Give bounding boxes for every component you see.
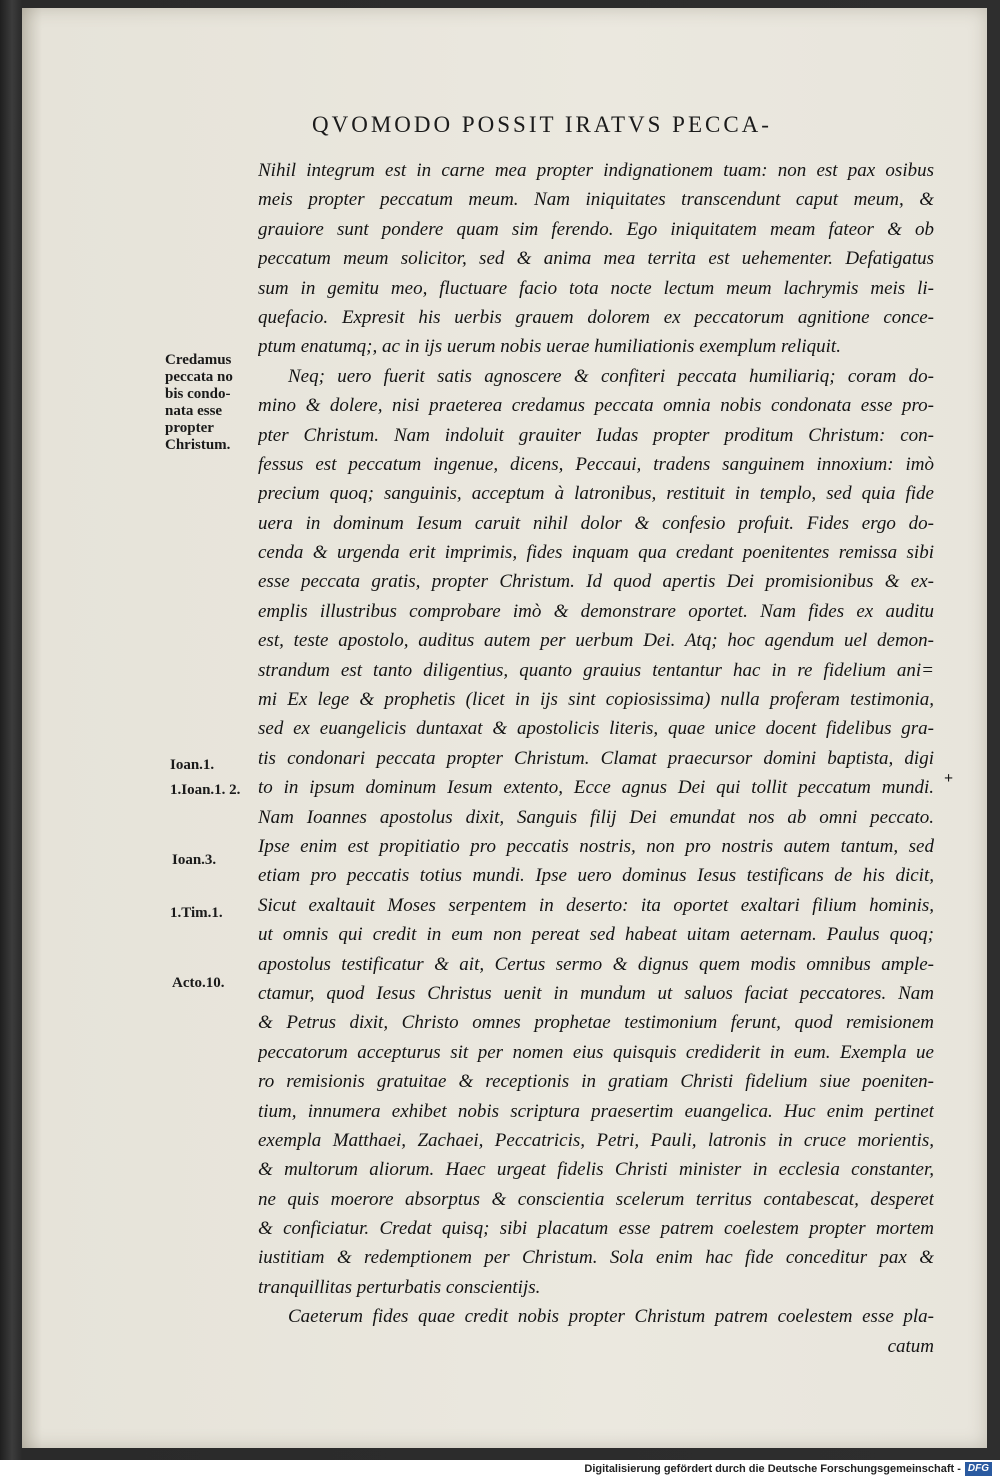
- text-line: to in ipsum dominum Iesum extento, Ecce agnus Dei qui tollit peccatum mundi.: [258, 777, 934, 799]
- text-line: pter Christum. Nam indoluit grauiter Iudas propter proditum Christum: con-: [258, 424, 934, 446]
- text-line: esse peccata gratis, propter Christum. Id quod apertis Dei promisionibus & ex-: [258, 571, 934, 593]
- margin-note-line: nata esse: [165, 403, 223, 419]
- text-line: Nihil integrum est in carne mea propter indignationem tuam: non est pax osibus: [258, 160, 934, 181]
- body-text: [258, 156, 934, 1361]
- dfg-logo-icon: DFG: [965, 1462, 992, 1476]
- side-mark: +: [944, 770, 954, 787]
- text-line: quefacio. Expresit his uerbis grauem dolorem ex peccatorum agnitione conce-: [258, 306, 934, 328]
- text-line: sed ex euangelicis duntaxat & apostolicis literis, quae unice docent fidelibus gra-: [258, 718, 934, 740]
- text-line: uera in dominum Iesum caruit nihil dolor & confesio profuit. Fides ergo do-: [258, 512, 934, 534]
- text-line: ptum enatumq;, ac in ijs uerum nobis uerae humiliationis exemplum reliquit.: [258, 336, 841, 358]
- text-line: ctamur, quod Iesus Christus uenit in mundum ut saluos faciat peccatores. Nam: [258, 982, 934, 1004]
- margin-note-line: bis condo-: [165, 386, 231, 402]
- text-line: mi Ex lege & prophetis (licet in ijs sint copiosissima) nulla proferam testimonia,: [258, 689, 934, 711]
- margin-note-ioan-1: Ioan.1.: [170, 757, 215, 773]
- text-line: & conficiatur. Credat quisq; sibi placatum esse patrem coelestem propter mortem: [258, 1218, 934, 1240]
- text-line: peccatum meum solicitor, sed & anima mea territa est uehementer. Defatigatus: [258, 248, 934, 270]
- text-line: emplis illustribus comprobare imò & demonstrare oportet. Nam fides ex auditu: [258, 600, 934, 622]
- text-line: Neq; uero fuerit satis agnoscere & confiteri peccata humiliariq; coram do-: [288, 365, 934, 387]
- running-head: QVOMODO POSSIT IRATVS PECCA-: [312, 112, 772, 137]
- text-line: Ipse enim est propitiatio pro peccatis nostris, non pro nostris autem tantum, sed: [258, 835, 934, 857]
- text-line: tis condonari peccata propter Christum. Clamat praecursor domini baptista, digi: [258, 747, 934, 769]
- text-line: etiam pro peccatis totius mundi. Ipse uero dominus Iesus testificans de his dicit,: [258, 865, 934, 887]
- catchword: catum: [887, 1335, 934, 1357]
- text-line: exempla Matthaei, Zachaei, Peccatricis, Petri, Pauli, latronis in cruce morientis,: [258, 1129, 934, 1151]
- footer: [584, 1462, 992, 1476]
- margin-note-acto-10: Acto.10.: [172, 975, 225, 991]
- text-line: cenda & urgenda erit imprimis, fides inquam qua credant poenitentes remissa sibi: [258, 542, 934, 564]
- text-line: mino & dolere, nisi praeterea credamus peccata omnia nobis condonata esse pro-: [258, 395, 934, 417]
- text-line: est, teste apostolo, auditus autem per uerbum Dei. Atq; hoc agendum uel demon-: [258, 630, 934, 652]
- text-line: fessus est peccatum ingenue, dicens, Peccaui, tradens sanguinem innoxium: imò: [258, 453, 934, 475]
- text-line: ut omnis qui credit in eum non pereat sed habeat uitam aeternam. Paulus quoq;: [258, 924, 934, 946]
- text-line: & Petrus dixit, Christo omnes prophetae testimonium ferunt, quod remisionem: [258, 1012, 934, 1034]
- margin-note-ioan-3: Ioan.3.: [172, 852, 217, 868]
- text-line: meis propter peccatum meum. Nam iniquitates transcendunt caput meum, &: [258, 189, 934, 211]
- margin-note-line: Credamus: [165, 352, 232, 368]
- margin-note-line: propter: [165, 420, 214, 436]
- text-line: ro remisionis gratuitae & receptionis in gratiam Christi fidelium siue poeniten-: [258, 1071, 934, 1093]
- text-line: precium quoq; sanguinis, acceptum à latronibus, restituit in templo, sed quia fide: [258, 483, 934, 505]
- text-line: strandum est tanto diligentius, quanto grauius tentantur hac in re fidelium ani=: [258, 659, 934, 681]
- text-line: Sicut exaltauit Moses serpentem in deserto: ita oportet exaltari filium hominis,: [258, 894, 934, 916]
- text-line: tium, innumera exhibet nobis scriptura praesertim euangelica. Huc enim pertinet: [258, 1100, 934, 1122]
- margin-note-line: Christum.: [165, 437, 231, 453]
- margin-note-line: peccata no: [165, 369, 233, 385]
- margin-note-1-ioan-1-2: 1.Ioan.1. 2.: [170, 782, 241, 798]
- text-line: Nam Ioannes apostolus dixit, Sanguis filij Dei emundat nos ab omni peccato.: [258, 806, 934, 828]
- text-line: iustitiam & redemptionem per Christum. Sola enim hac fide conceditur pax &: [258, 1247, 934, 1269]
- text-line: tranquillitas perturbatis conscientijs.: [258, 1276, 541, 1298]
- text-line: & multorum aliorum. Haec urgeat fidelis Christi minister in ecclesia constanter,: [258, 1159, 934, 1181]
- text-line: Caeterum fides quae credit nobis propter Christum patrem coelestem esse pla-: [288, 1306, 934, 1328]
- margin-note-1-tim-1: 1.Tim.1.: [170, 905, 223, 921]
- text-line: apostolus testificatur & ait, Certus sermo & dignus quem modis omnibus ample-: [258, 953, 934, 975]
- text-line: ne quis moerore absorptus & conscientia scelerum territus contabescat, desperet: [258, 1188, 934, 1210]
- footer-text: Digitalisierung gefördert durch die Deutsche Forschungsgemeinschaft -: [584, 1463, 961, 1475]
- text-line: grauiore sunt pondere quam sim ferendo. Ego iniquitatem meam fateor & ob: [258, 218, 934, 240]
- text-line: sum in gemitu meo, fluctuare facio tota nocte lectum meum lachrymis meis li-: [258, 277, 934, 299]
- text-line: peccatorum accepturus sit per nomen eius quisquis crediderit in eum. Exempla ue: [258, 1041, 934, 1063]
- margin-note-credamus: [165, 352, 233, 454]
